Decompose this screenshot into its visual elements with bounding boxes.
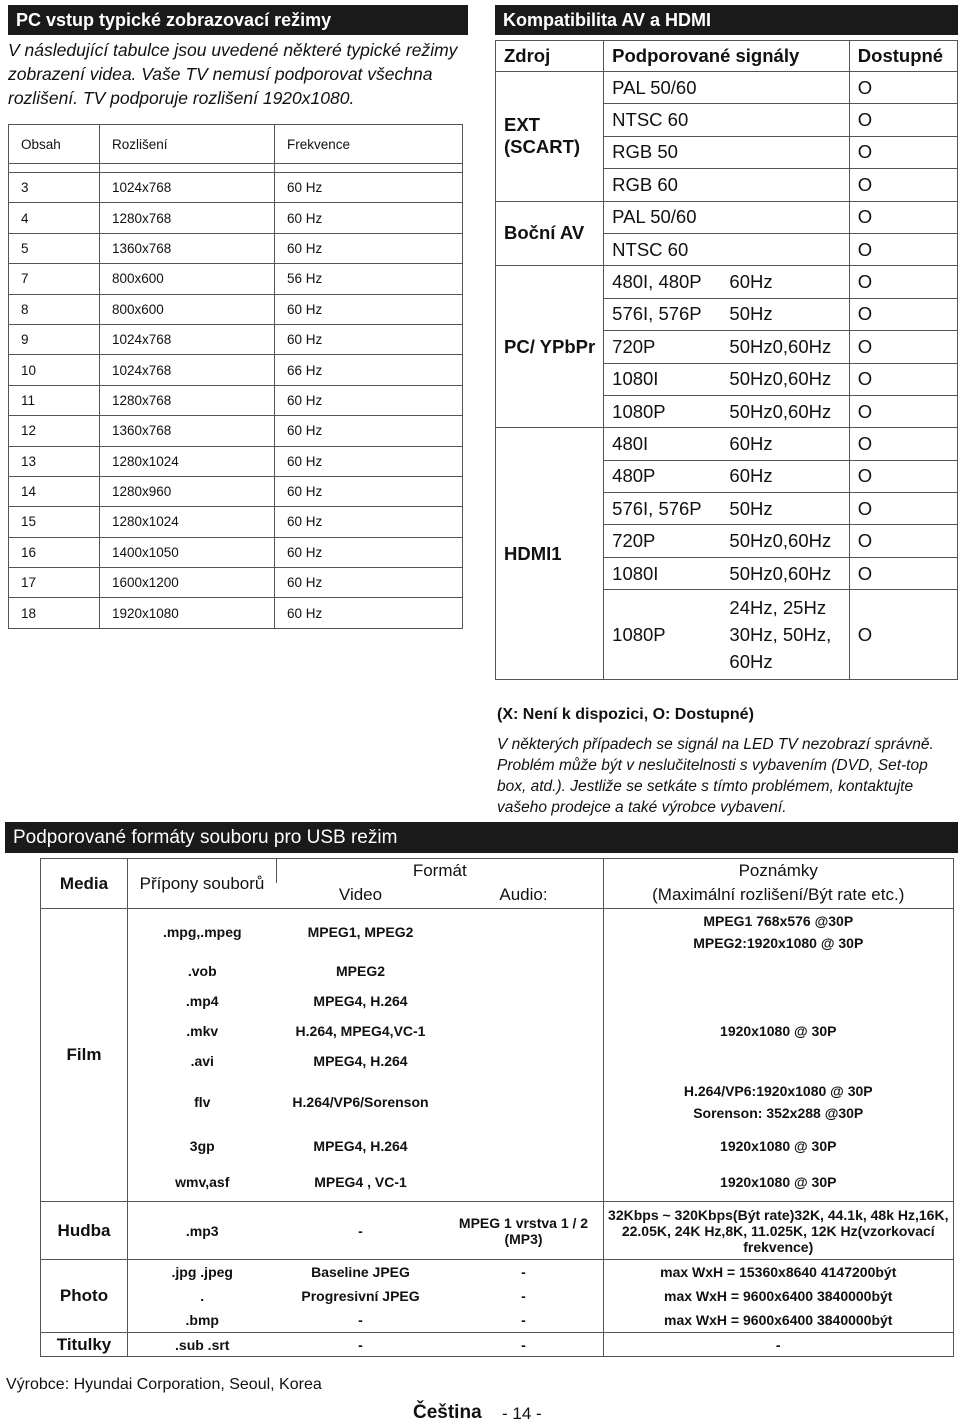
usb-formats-title-text: Podporované formáty souboru pro USB režim: [13, 826, 398, 848]
video-cell: MPEG4, H.264: [313, 992, 408, 1009]
ext-cell: .avi: [128, 1046, 277, 1076]
pc-modes-title-text: PC vstup typické zobrazovací režimy: [16, 9, 332, 30]
note-cell: max WxH = 15360x8640 4147200být: [603, 1260, 954, 1284]
av-hdmi-title-text: Kompatibilita AV a HDMI: [503, 9, 712, 30]
header-video: Video: [277, 883, 445, 909]
mode-resolution: 1024x768: [100, 173, 275, 203]
table-row: [9, 324, 463, 354]
pc-modes-intro: V následující tabulce jsou uvedené některé typické režimy zobrazení videa. Vaše TV nemusí podporovat všechna rozlišení. TV podporuje rozlišení 1920x1080.: [8, 40, 458, 108]
mode-number: 11: [9, 385, 100, 415]
media-titulky: Titulky: [41, 1333, 128, 1357]
header-rozliseni: Rozlišení: [100, 125, 275, 164]
table-row: [41, 1308, 954, 1333]
audio-cell: [445, 909, 604, 956]
source-hdmi: HDMI1: [496, 428, 604, 680]
av-hdmi-rows: [496, 72, 958, 680]
table-row: [41, 986, 954, 1016]
table-row: [41, 1260, 954, 1284]
signal-cell: NTSC 60: [604, 104, 722, 136]
ext-cell: flv: [128, 1076, 277, 1128]
header-notes-sub: (Maximální rozlišení/Být rate etc.): [603, 883, 954, 909]
note-cell: max WxH = 9600x6400 3840000být: [603, 1284, 954, 1308]
mode-frequency: 60 Hz: [275, 294, 463, 324]
audio-cell: [445, 1164, 604, 1202]
signal-cell: PAL 50/60: [604, 72, 722, 104]
mode-resolution: 1600x1200: [100, 568, 275, 598]
signal-cell: 576I, 576P: [604, 298, 722, 330]
mode-frequency: 60 Hz: [275, 598, 463, 628]
available-cell: O: [849, 395, 957, 427]
table-row: [9, 598, 463, 628]
table-row: [9, 294, 463, 324]
audio-cell: [445, 986, 604, 1016]
frequency-cell: 60Hz: [721, 266, 849, 298]
note-cell: -: [603, 1333, 954, 1357]
ext-cell: .sub .srt: [128, 1333, 277, 1357]
table-row: [496, 428, 958, 460]
available-cell: O: [849, 428, 957, 460]
ext-cell: 3gp: [128, 1128, 277, 1164]
header-frekvence: Frekvence: [275, 125, 463, 164]
frequency-cell: 50Hz0,60Hz: [721, 395, 849, 427]
table-row: [9, 446, 463, 476]
frequency-cell: 50Hz0,60Hz: [721, 363, 849, 395]
header-obsah: Obsah: [9, 125, 100, 164]
frequency-cell: 60Hz: [721, 428, 849, 460]
pc-modes-rows: [9, 173, 463, 629]
header-signaly: Podporované signály: [604, 41, 850, 72]
mode-resolution: 1024x768: [100, 324, 275, 354]
source-side: Boční AV: [496, 201, 604, 266]
ext-cell: .bmp: [128, 1308, 277, 1333]
frequency-cell: 50Hz0,60Hz: [721, 331, 849, 363]
mode-number: 14: [9, 476, 100, 506]
note-line: MPEG2:1920x1080 @ 30P: [693, 935, 864, 952]
page-language: Čeština: [413, 1402, 482, 1423]
mode-frequency: 60 Hz: [275, 537, 463, 567]
note-cell: 1920x1080 @ 30P: [603, 1128, 954, 1164]
spacer-cell: [100, 164, 275, 173]
table-row: [496, 266, 958, 298]
frequency-cell: 24Hz, 25Hz 30Hz, 50Hz, 60Hz: [721, 590, 849, 680]
video-cell: Baseline JPEG: [311, 1263, 410, 1280]
mode-frequency: 56 Hz: [275, 264, 463, 294]
table-row: [41, 1076, 954, 1128]
frequency-cell: 50Hz0,60Hz: [721, 525, 849, 557]
table-row: [41, 1202, 954, 1260]
mode-number: 3: [9, 173, 100, 203]
usb-formats-table: [40, 858, 954, 1357]
note-cell: 1920x1080 @ 30P: [603, 986, 954, 1076]
table-row: [496, 72, 958, 104]
av-legend: (X: Není k dispozici, O: Dostupné): [497, 706, 754, 723]
frequency-cell: [721, 72, 849, 104]
ext-cell: .jpg .jpeg: [128, 1260, 277, 1284]
table-row: [9, 203, 463, 233]
frequency-cell: [721, 201, 849, 233]
available-cell: O: [849, 590, 957, 680]
video-cell: -: [277, 1333, 445, 1357]
video-cell: MPEG1, MPEG2: [307, 924, 414, 941]
mode-frequency: 60 Hz: [275, 324, 463, 354]
audio-cell: -: [521, 1287, 526, 1304]
mode-frequency: 60 Hz: [275, 476, 463, 506]
mode-number: 7: [9, 264, 100, 294]
video-cell: MPEG4 , VC-1: [277, 1164, 445, 1202]
video-cell: MPEG4, H.264: [313, 1052, 408, 1069]
note-cell: [603, 1076, 954, 1128]
manufacturer-footer: Výrobce: Hyundai Corporation, Seoul, Korea: [6, 1376, 322, 1393]
spacer-cell: [9, 164, 100, 173]
available-cell: O: [849, 557, 957, 589]
audio-cell: MPEG 1 vrstva 1 / 2 (MP3): [445, 1202, 604, 1260]
frequency-cell: [721, 104, 849, 136]
table-row: [9, 537, 463, 567]
mode-resolution: 1360x768: [100, 233, 275, 263]
ext-cell: .mpg,.mpeg: [128, 909, 277, 956]
source-pc: PC/ YPbPr: [496, 266, 604, 428]
audio-cell: -: [521, 1263, 526, 1280]
mode-resolution: 1920x1080: [100, 598, 275, 628]
available-cell: O: [849, 266, 957, 298]
table-row: [9, 476, 463, 506]
mode-resolution: 1360x768: [100, 416, 275, 446]
mode-resolution: 1280x768: [100, 385, 275, 415]
mode-number: 15: [9, 507, 100, 537]
table-spacer-row: [9, 164, 463, 173]
signal-cell: 720P: [604, 331, 722, 363]
ext-cell: .: [128, 1284, 277, 1308]
mode-frequency: 60 Hz: [275, 446, 463, 476]
signal-cell: 1080I: [604, 363, 722, 395]
audio-cell: [445, 1128, 604, 1164]
table-row: [9, 385, 463, 415]
available-cell: O: [849, 169, 957, 201]
mode-frequency: 60 Hz: [275, 173, 463, 203]
header-audio: Audio:: [445, 883, 604, 909]
table-row: [41, 909, 954, 956]
ext-cell: .vob: [128, 956, 277, 986]
av-note: V některých případech se signál na LED TV nezobrazí správně. Problém může být v neslučitelnosti s vybavením (DVD, Set-top box, atd.). Jestliže se setkáte s tímto problémem, kontaktujte vašeho prodejce a také výrobce vybavení.: [497, 736, 934, 816]
mode-number: 16: [9, 537, 100, 567]
frequency-cell: 50Hz0,60Hz: [721, 557, 849, 589]
mode-resolution: 1280x768: [100, 203, 275, 233]
signal-cell: 1080I: [604, 557, 722, 589]
table-row: [9, 233, 463, 263]
available-cell: O: [849, 233, 957, 265]
av-hdmi-table: [495, 40, 958, 680]
table-header-row: [496, 41, 958, 72]
usb-formats-title: [5, 822, 958, 853]
signal-cell: PAL 50/60: [604, 201, 722, 233]
frequency-cell: 50Hz: [721, 493, 849, 525]
note-line: Sorenson: 352x288 @30P: [693, 1104, 864, 1121]
mode-frequency: 60 Hz: [275, 233, 463, 263]
note-cell: 32Kbps ~ 320Kbps(Být rate)32K, 44.1k, 48k Hz,16K, 22.05K, 24K Hz,8K, 11.025K, 12K Hz(vzorkovací frekvence): [603, 1202, 954, 1260]
mode-number: 9: [9, 324, 100, 354]
video-cell: Progresivní JPEG: [301, 1287, 420, 1304]
available-cell: O: [849, 104, 957, 136]
table-row: [9, 507, 463, 537]
ext-cell: .mp4: [128, 986, 277, 1016]
mode-resolution: 1400x1050: [100, 537, 275, 567]
video-cell: MPEG2: [335, 962, 385, 979]
header-zdroj: Zdroj: [496, 41, 604, 72]
table-row: [41, 1128, 954, 1164]
note-cell: [603, 956, 954, 986]
mode-frequency: 66 Hz: [275, 355, 463, 385]
av-hdmi-title: [495, 5, 958, 35]
signal-cell: 1080P: [604, 590, 722, 680]
table-row: [9, 355, 463, 385]
note-cell: max WxH = 9600x6400 3840000být: [603, 1308, 954, 1333]
table-header-row: [41, 859, 954, 883]
available-cell: O: [849, 298, 957, 330]
ext-cell: .mkv: [128, 1016, 277, 1046]
signal-cell: 480P: [604, 460, 722, 492]
available-cell: O: [849, 331, 957, 363]
mode-number: 17: [9, 568, 100, 598]
mode-number: 8: [9, 294, 100, 324]
available-cell: O: [849, 460, 957, 492]
mode-resolution: 1280x1024: [100, 446, 275, 476]
mode-number: 10: [9, 355, 100, 385]
table-row: [9, 173, 463, 203]
table-row: [41, 1333, 954, 1357]
frequency-cell: [721, 136, 849, 168]
header-format: Formát: [277, 859, 604, 883]
audio-cell: [445, 1016, 604, 1046]
media-photo: Photo: [41, 1260, 128, 1333]
video-cell: H.264/VP6/Sorenson: [292, 1093, 429, 1110]
header-dostupne: Dostupné: [849, 41, 957, 72]
mode-number: 18: [9, 598, 100, 628]
frequency-cell: [721, 233, 849, 265]
available-cell: O: [849, 72, 957, 104]
mode-resolution: 1024x768: [100, 355, 275, 385]
note-cell: [603, 909, 954, 956]
frequency-cell: 60Hz: [721, 460, 849, 492]
media-hudba: Hudba: [41, 1202, 128, 1260]
mode-resolution: 800x600: [100, 264, 275, 294]
note-cell: 1920x1080 @ 30P: [603, 1164, 954, 1202]
ext-cell: .mp3: [128, 1202, 277, 1260]
table-row: [9, 264, 463, 294]
available-cell: O: [849, 136, 957, 168]
table-row: [41, 1284, 954, 1308]
signal-cell: 480I, 480P: [604, 266, 722, 298]
signal-cell: RGB 60: [604, 169, 722, 201]
mode-frequency: 60 Hz: [275, 385, 463, 415]
header-ext: Přípony souborů: [128, 859, 277, 909]
table-header-row: [9, 125, 463, 164]
frequency-cell: [721, 169, 849, 201]
header-notes: Poznámky: [603, 859, 954, 883]
video-cell: -: [277, 1308, 445, 1333]
audio-cell: [445, 1076, 604, 1128]
mode-number: 4: [9, 203, 100, 233]
available-cell: O: [849, 493, 957, 525]
table-row: [41, 1164, 954, 1202]
note-line: H.264/VP6:1920x1080 @ 30P: [683, 1082, 873, 1099]
audio-cell: -: [445, 1333, 604, 1357]
mode-frequency: 60 Hz: [275, 568, 463, 598]
signal-cell: 480I: [604, 428, 722, 460]
mode-resolution: 800x600: [100, 294, 275, 324]
available-cell: O: [849, 363, 957, 395]
table-row: [9, 568, 463, 598]
audio-cell: [445, 956, 604, 986]
page-number: - 14 -: [502, 1404, 542, 1423]
mode-number: 13: [9, 446, 100, 476]
mode-frequency: 60 Hz: [275, 416, 463, 446]
mode-frequency: 60 Hz: [275, 203, 463, 233]
signal-cell: RGB 50: [604, 136, 722, 168]
signal-cell: 720P: [604, 525, 722, 557]
table-row: [41, 956, 954, 986]
media-film: Film: [41, 909, 128, 1202]
signal-cell: 576I, 576P: [604, 493, 722, 525]
table-row: [496, 201, 958, 233]
source-ext: EXT (SCART): [496, 72, 604, 202]
video-cell: H.264, MPEG4,VC-1: [295, 1022, 426, 1039]
signal-cell: NTSC 60: [604, 233, 722, 265]
available-cell: O: [849, 201, 957, 233]
ext-cell: wmv,asf: [128, 1164, 277, 1202]
pc-modes-title: [8, 5, 468, 35]
audio-cell: -: [445, 1308, 604, 1333]
mode-resolution: 1280x1024: [100, 507, 275, 537]
available-cell: O: [849, 525, 957, 557]
audio-cell: [445, 1046, 604, 1076]
video-cell: -: [277, 1202, 445, 1260]
header-media: Media: [41, 859, 128, 909]
mode-resolution: 1280x960: [100, 476, 275, 506]
mode-number: 12: [9, 416, 100, 446]
mode-frequency: 60 Hz: [275, 507, 463, 537]
note-line: MPEG1 768x576 @30P: [703, 913, 854, 930]
table-row: [9, 416, 463, 446]
pc-modes-table: [8, 124, 463, 629]
signal-cell: 1080P: [604, 395, 722, 427]
mode-number: 5: [9, 233, 100, 263]
spacer-cell: [275, 164, 463, 173]
video-cell: MPEG4, H.264: [313, 1137, 408, 1154]
frequency-cell: 50Hz: [721, 298, 849, 330]
